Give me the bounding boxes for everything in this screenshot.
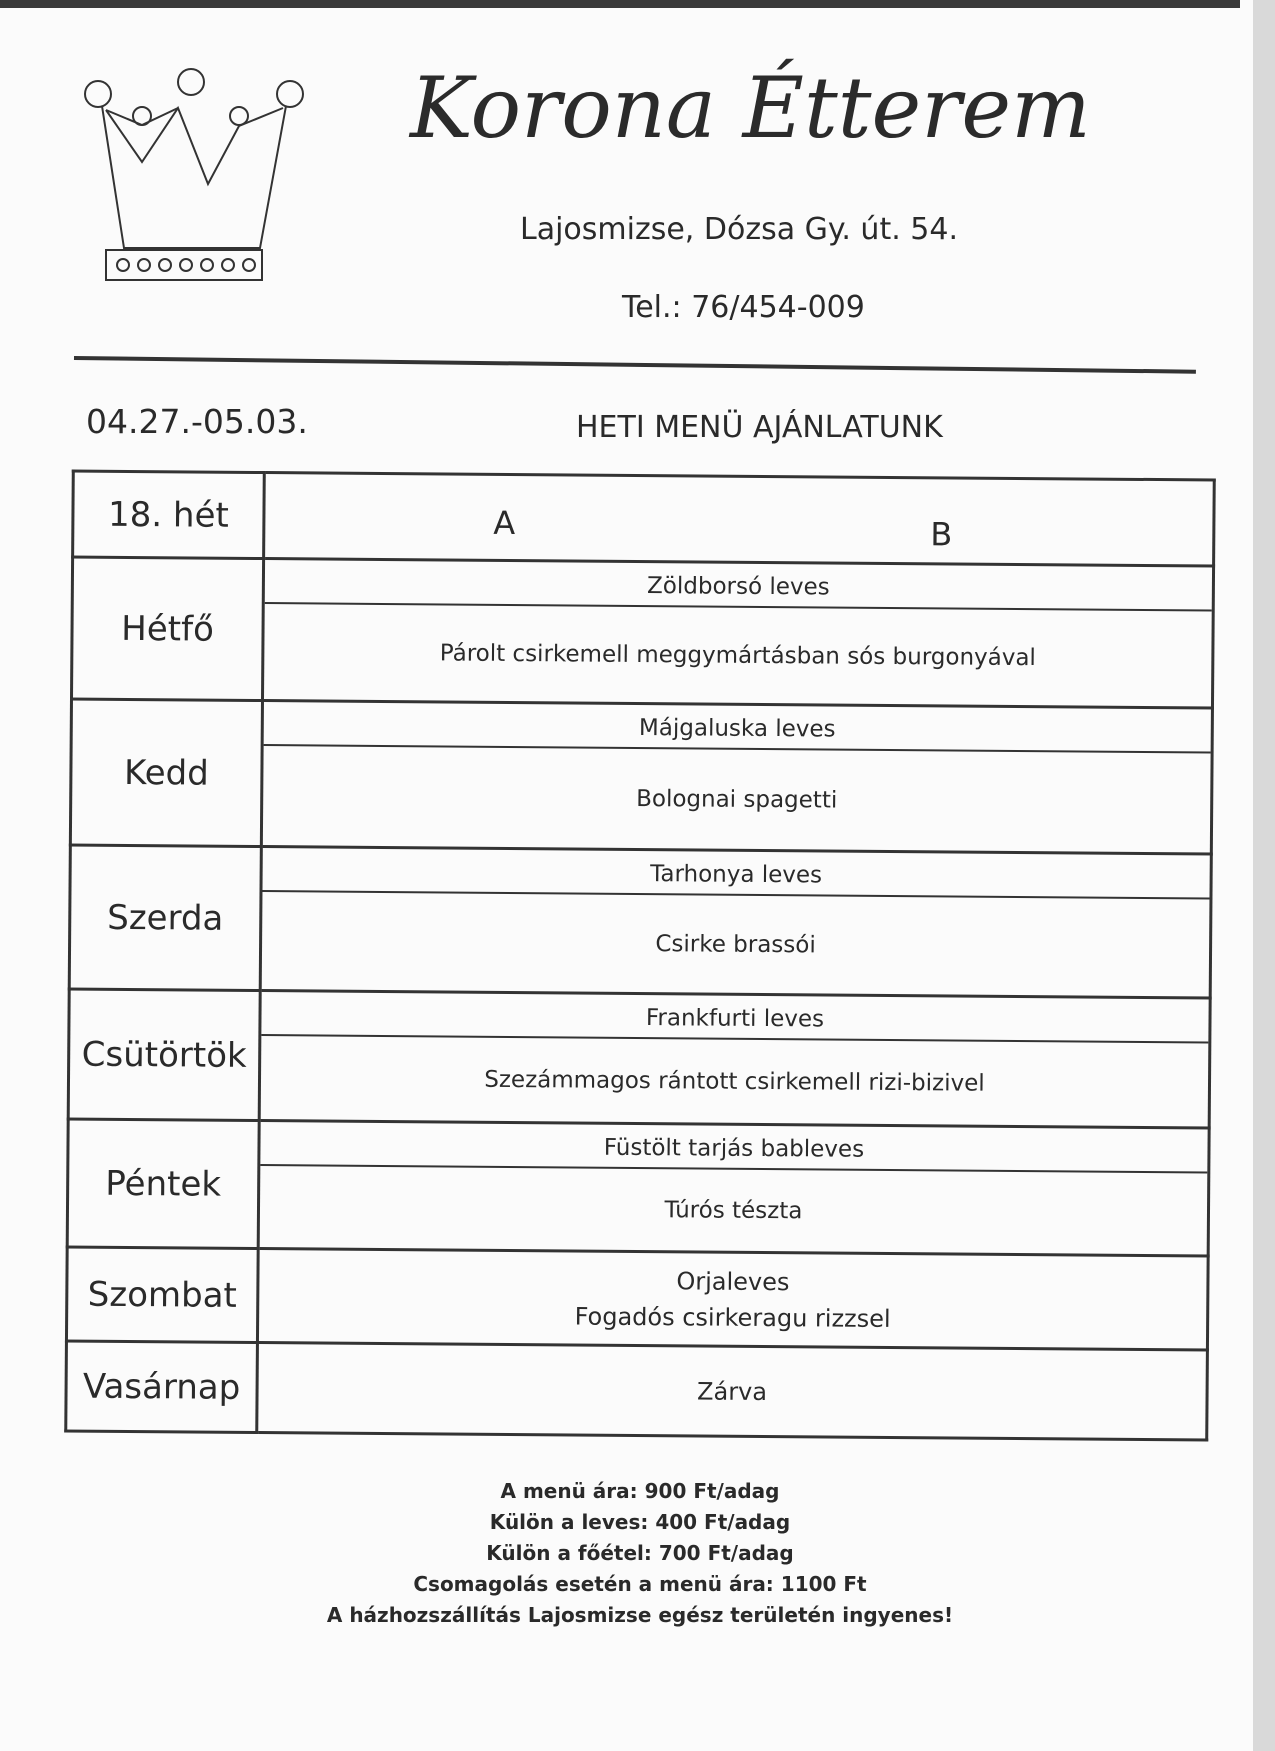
menu-date-range: 04.27.-05.03. xyxy=(86,402,308,441)
week-label: 18. hét xyxy=(73,471,265,558)
main-dish-friday: Túrós tészta xyxy=(664,1196,803,1224)
restaurant-phone: Tel.: 76/454-009 xyxy=(622,290,865,325)
day-label-sunday: Vasárnap xyxy=(66,1341,258,1432)
pricing-info xyxy=(320,1476,960,1631)
soup-thursday: Frankfurti leves xyxy=(261,992,1208,1043)
day-label-saturday: Szombat xyxy=(66,1247,258,1342)
soup-price: Külön a leves: 400 Ft/adag xyxy=(489,1510,791,1534)
day-label-tuesday: Kedd xyxy=(70,699,262,846)
weekly-menu-table xyxy=(64,470,1216,1442)
table-row-wednesday xyxy=(69,845,1211,998)
main-dish-wednesday: Csirke brassói xyxy=(655,930,816,958)
closed-notice-sunday: Zárva xyxy=(257,1343,1208,1440)
page-top-edge xyxy=(0,0,1240,8)
menu-heading: HETI MENÜ AJÁNLATUNK xyxy=(576,410,943,445)
soup-tuesday: Májgaluska leves xyxy=(264,702,1211,753)
table-row-sunday xyxy=(66,1341,1208,1440)
dishes-saturday xyxy=(257,1249,1208,1350)
column-a-label: A xyxy=(493,503,516,543)
crown-logo-icon xyxy=(78,64,308,296)
table-row-tuesday xyxy=(70,699,1212,854)
soup-saturday: Orjaleves xyxy=(676,1266,790,1296)
column-b-label: B xyxy=(930,515,953,554)
dishes-tuesday xyxy=(261,701,1212,854)
dishes-wednesday xyxy=(260,847,1211,998)
table-header-row xyxy=(73,471,1215,566)
dishes-thursday xyxy=(259,991,1210,1128)
main-dish-saturday: Fogadós csirkeragu rizzsel xyxy=(574,1301,891,1333)
soup-monday: Zöldborsó leves xyxy=(265,560,1212,611)
table-row-saturday xyxy=(66,1247,1208,1350)
soup-wednesday: Tarhonya leves xyxy=(262,848,1209,899)
page-right-edge xyxy=(1253,0,1275,1751)
main-dish-thursday: Szezámmagos rántott csirkemell rizi-bizivel xyxy=(484,1066,985,1097)
soup-friday: Füstölt tarjás bableves xyxy=(260,1122,1207,1173)
menu-price: A menü ára: 900 Ft/adag xyxy=(500,1479,780,1503)
table-row-friday xyxy=(67,1119,1209,1256)
column-headers xyxy=(264,473,1215,566)
table-row-thursday xyxy=(68,989,1210,1128)
main-dish-monday: Párolt csirkemell meggymártásban sós burgonyával xyxy=(439,639,1036,671)
main-course-price: Külön a főétel: 700 Ft/adag xyxy=(486,1541,794,1565)
restaurant-address: Lajosmizse, Dózsa Gy. út. 54. xyxy=(520,212,958,247)
header-divider xyxy=(74,356,1196,374)
day-label-friday: Péntek xyxy=(67,1119,259,1248)
main-dish-tuesday: Bolognai spagetti xyxy=(636,785,838,814)
day-label-wednesday: Szerda xyxy=(69,845,261,990)
table-row-monday xyxy=(71,557,1213,708)
day-label-monday: Hétfő xyxy=(71,557,263,700)
dishes-monday xyxy=(262,559,1213,708)
restaurant-title: Korona Étterem xyxy=(410,59,1091,157)
packaging-price: Csomagolás esetén a menü ára: 1100 Ft xyxy=(413,1572,867,1596)
delivery-notice: A házhozszállítás Lajosmizse egész területén ingyenes! xyxy=(326,1603,954,1627)
day-label-thursday: Csütörtök xyxy=(68,989,260,1120)
dishes-friday xyxy=(258,1121,1209,1256)
